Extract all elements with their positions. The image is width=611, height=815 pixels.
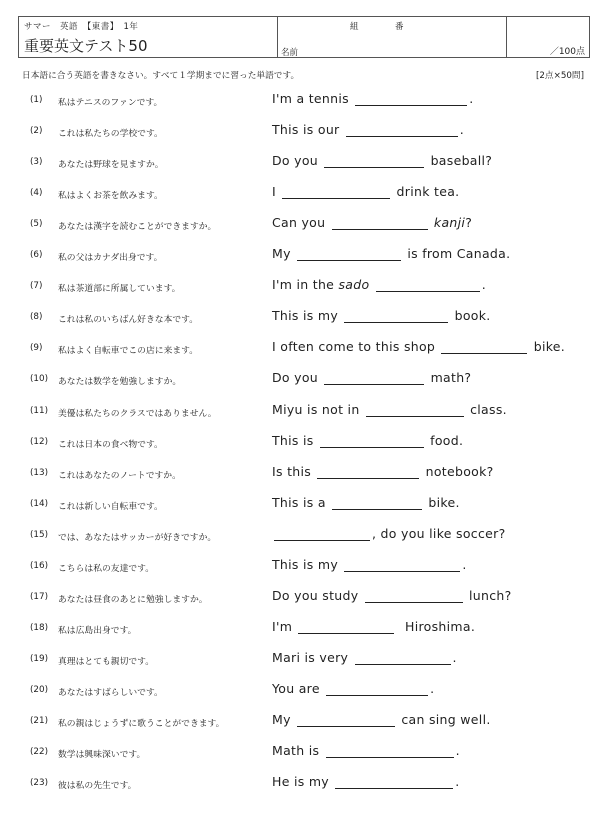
sentence-text: lunch? [464, 587, 512, 603]
sentence-text: Mari is very [272, 649, 353, 665]
answer-blank[interactable] [335, 775, 453, 789]
question-english [272, 712, 491, 727]
question-japanese: あなたは野球を見ますか。 [58, 160, 164, 171]
question-japanese: こちらは私の友達です。 [58, 563, 155, 574]
sentence-text: Can you [272, 215, 330, 231]
sentence-text: I often come to this shop [272, 339, 440, 355]
sentence-text: My [272, 246, 296, 262]
question-japanese: 私は広島出身です。 [58, 625, 137, 636]
question-row [0, 273, 611, 304]
sentence-text: Hiroshima. [396, 618, 476, 634]
question-number: (7) [30, 281, 43, 292]
question-japanese: これは新しい自転車です。 [58, 501, 163, 512]
question-japanese: 彼は私の先生です。 [58, 781, 137, 792]
question-english [272, 433, 463, 448]
score-label: ／100点 [549, 47, 585, 57]
answer-blank[interactable] [326, 682, 428, 696]
question-row [0, 366, 611, 397]
question-row [0, 335, 611, 366]
question-japanese: 私の父はカナダ出身です。 [58, 253, 163, 264]
answer-blank[interactable] [344, 558, 460, 572]
question-english [272, 153, 492, 168]
sentence-text: Do you study [272, 587, 363, 603]
sentence-text: . [430, 680, 435, 696]
answer-blank[interactable] [365, 589, 463, 603]
sentence-text: . [452, 649, 457, 665]
answer-blank[interactable] [355, 92, 467, 106]
answer-blank[interactable] [274, 527, 370, 541]
header-box [18, 16, 590, 58]
sentence-text: kanji [433, 215, 466, 231]
question-number: (2) [30, 126, 43, 137]
question-japanese: 私はよくお茶を飲みます。 [58, 191, 163, 202]
question-number: (6) [30, 250, 43, 261]
answer-blank[interactable] [441, 340, 527, 354]
question-row [0, 739, 611, 770]
answer-blank[interactable] [346, 123, 458, 137]
question-number: (23) [30, 778, 49, 789]
sentence-text: . [481, 277, 486, 293]
sentence-text: This is my [272, 556, 343, 572]
question-row [0, 584, 611, 615]
question-english [272, 184, 459, 199]
sentence-text: class. [465, 401, 507, 417]
question-number: (21) [30, 716, 49, 726]
question-english [272, 588, 512, 603]
question-row [0, 522, 611, 553]
sentence-text: can sing well. [397, 712, 491, 727]
question-japanese: あなたはすばらしいです。 [58, 687, 163, 698]
question-japanese: これは私たちの学校です。 [58, 129, 163, 140]
question-english [272, 339, 565, 354]
question-number: (5) [30, 219, 43, 230]
question-english [272, 464, 494, 479]
answer-blank[interactable] [324, 154, 424, 168]
course-label: サマー 英語 【東書】 1年 [24, 22, 139, 32]
question-number: (14) [30, 498, 49, 509]
sentence-text: . [462, 556, 467, 572]
answer-blank[interactable] [317, 465, 419, 479]
question-english [272, 308, 491, 323]
question-row [0, 460, 611, 491]
question-japanese: 数学は興味深いです。 [58, 750, 146, 761]
question-japanese: これはあなたのノートですか。 [58, 470, 181, 481]
answer-blank[interactable] [324, 371, 424, 385]
question-english [272, 650, 457, 665]
answer-blank[interactable] [344, 309, 448, 323]
test-title: 重要英文テスト50 [24, 37, 148, 55]
sentence-text: bike. [424, 494, 460, 510]
question-number: (18) [30, 622, 49, 633]
header-title-cell [19, 17, 277, 57]
sentence-text: bike. [529, 339, 566, 355]
question-number: (8) [30, 312, 43, 323]
sentence-text: food. [425, 432, 464, 448]
class-label: 組 [350, 22, 359, 32]
question-japanese: 美優は私たちのクラスではありません。 [58, 408, 217, 419]
question-english [272, 370, 471, 385]
question-japanese: 私はテニスのファンです。 [58, 98, 163, 108]
sentence-text: I'm [272, 618, 297, 634]
question-number: (4) [30, 188, 43, 199]
question-number: (16) [30, 560, 49, 571]
question-english [272, 743, 460, 758]
answer-blank[interactable] [355, 651, 451, 665]
question-english [272, 122, 464, 137]
sentence-text: I [272, 184, 281, 200]
header-name-cell[interactable] [277, 17, 507, 57]
sentence-text: . [455, 774, 460, 790]
question-english [272, 774, 460, 789]
sentence-text: I'm a tennis [272, 91, 354, 106]
answer-blank[interactable] [297, 247, 401, 261]
question-row [0, 770, 611, 801]
question-number: (13) [30, 467, 49, 478]
question-row [0, 429, 611, 460]
sentence-text: sado [338, 277, 370, 293]
sentence-text: . [469, 91, 474, 106]
answer-blank[interactable] [282, 185, 390, 199]
question-english [272, 619, 475, 634]
answer-blank[interactable] [366, 403, 464, 417]
question-row [0, 553, 611, 584]
instructions: 日本語に合う英語を書きなさい。すべて１学期までに習った単語です。 [22, 71, 300, 81]
sentence-text: This is our [272, 122, 344, 138]
question-japanese: これは私のいちばん好きな本です。 [58, 315, 199, 326]
question-number: (3) [30, 157, 43, 168]
question-english [272, 495, 460, 510]
number-label: 番 [395, 22, 404, 32]
sentence-text: I'm in the [272, 277, 339, 293]
question-row [0, 491, 611, 522]
answer-blank[interactable] [297, 713, 395, 727]
sentence-text: Do you [272, 370, 323, 386]
question-japanese: 私は茶道部に所属しています。 [58, 284, 181, 295]
question-number: (20) [30, 684, 49, 695]
sentence-text: He is my [272, 774, 334, 790]
answer-blank[interactable] [298, 620, 394, 634]
name-label: 名前 [281, 48, 299, 58]
question-japanese: 真理はとても親切です。 [58, 656, 155, 667]
question-english [272, 557, 467, 572]
question-number: (1) [30, 95, 43, 105]
sentence-text [369, 277, 373, 292]
question-japanese: 私の親はじょうずに歌うことができます。 [58, 719, 225, 729]
sentence-text: . [455, 743, 460, 759]
header-score-cell[interactable] [507, 17, 589, 57]
sentence-text: notebook? [421, 463, 494, 479]
question-english [272, 402, 507, 417]
question-row [0, 118, 611, 149]
sentence-text: Miyu is not in [272, 401, 364, 417]
sentence-text: You are [272, 680, 325, 696]
answer-blank[interactable] [332, 216, 428, 230]
question-english [272, 246, 510, 261]
question-english [272, 215, 472, 230]
question-row [0, 304, 611, 335]
sentence-text: ? [465, 215, 473, 231]
sentence-text: Math is [272, 743, 324, 759]
question-row [0, 708, 611, 739]
question-japanese: これは日本の食べ物です。 [58, 439, 163, 450]
question-japanese: 私はよく自転車でこの店に来ます。 [58, 346, 199, 357]
question-row [0, 615, 611, 646]
question-number: (17) [30, 591, 49, 602]
question-row [0, 398, 611, 429]
sentence-text: , do you like soccer? [372, 525, 506, 541]
sentence-text: This is my [272, 308, 343, 324]
question-english [272, 277, 486, 292]
question-row [0, 677, 611, 708]
question-row [0, 87, 611, 118]
question-row [0, 242, 611, 273]
sentence-text: This is [272, 432, 318, 448]
answer-blank[interactable] [320, 434, 424, 448]
question-english [272, 526, 506, 541]
question-number: (10) [30, 374, 49, 385]
question-japanese: あなたは数学を勉強しますか。 [58, 377, 182, 388]
question-japanese: あなたは漢字を読むことができますか。 [58, 222, 217, 233]
sentence-text: baseball? [426, 153, 493, 169]
sentence-text: Do you [272, 153, 323, 169]
question-number: (22) [30, 747, 49, 758]
question-row [0, 211, 611, 242]
question-number: (12) [30, 436, 49, 447]
question-number: (15) [30, 529, 49, 540]
question-number: (19) [30, 653, 49, 664]
sentence-text: Is this [272, 463, 316, 479]
answer-blank[interactable] [376, 278, 480, 292]
question-japanese: あなたは昼食のあとに勉強しますか。 [58, 594, 208, 605]
sentence-text: drink tea. [392, 184, 460, 200]
question-row [0, 149, 611, 180]
sentence-text: . [459, 122, 465, 138]
question-number: (9) [30, 343, 43, 354]
sentence-text: This is a [272, 494, 331, 510]
answer-blank[interactable] [332, 496, 422, 510]
sentence-text: book. [450, 308, 491, 324]
points-label: [2点×50問] [535, 71, 584, 81]
question-row [0, 646, 611, 677]
question-number: (11) [30, 405, 49, 416]
sentence-text: My [272, 712, 296, 727]
sentence-text: is from Canada. [403, 246, 511, 262]
sentence-text: math? [426, 370, 472, 386]
question-row [0, 180, 611, 211]
question-japanese: では、あなたはサッカーが好きですか。 [58, 532, 217, 543]
answer-blank[interactable] [326, 744, 454, 758]
question-english [272, 681, 434, 696]
question-english [272, 91, 473, 106]
